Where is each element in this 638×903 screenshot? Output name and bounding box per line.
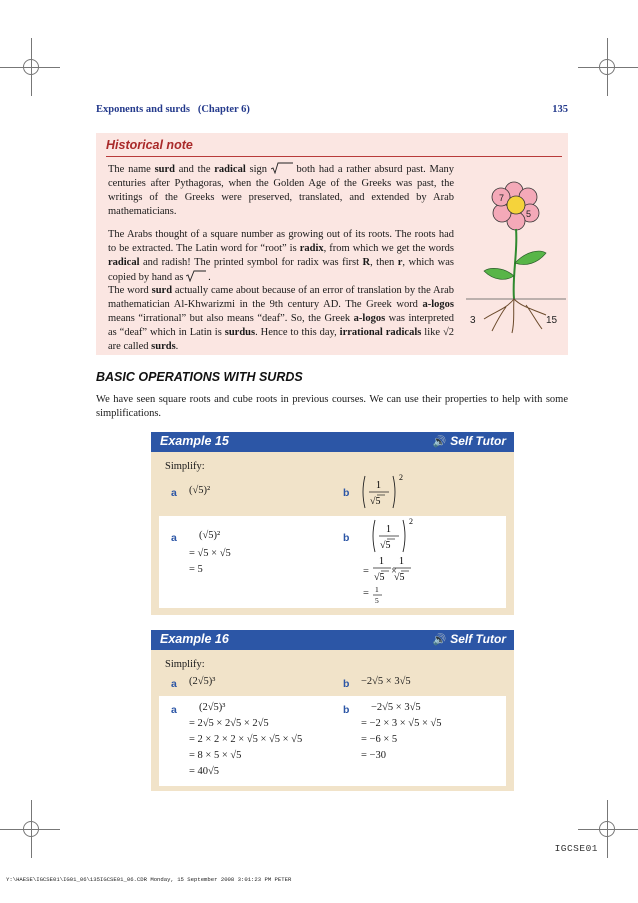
handwritten-radical-icon — [186, 270, 208, 281]
example-title: Example 16 — [160, 632, 229, 646]
solution-b-line-1: −2√5 × 3√5 — [371, 702, 421, 713]
section-text: We have seen square roots and cube roots in previous courses. We can use their properties to help with some simplifications. — [96, 394, 568, 419]
svg-text:√5: √5 — [370, 496, 381, 507]
svg-text:2: 2 — [399, 473, 403, 482]
footer-code: IGCSE01 — [554, 843, 598, 854]
svg-text:1: 1 — [399, 556, 404, 567]
svg-text:1: 1 — [375, 585, 379, 594]
solution-a-line-3: = 5 — [189, 564, 203, 575]
question-a-expression: (2√5)³ — [189, 676, 216, 687]
solution-a-line-4: = 8 × 5 × √5 — [189, 750, 242, 761]
footer-file-path: Y:\HAESE\IGCSE01\IG01_06\135IGCSE01_06.CDR Monday, 15 September 2008 3:01:23 PM PETER — [6, 876, 292, 883]
solution-b-label: b — [343, 532, 350, 544]
svg-text:1: 1 — [376, 480, 381, 491]
question-a-label: a — [171, 487, 177, 499]
solution-a-label: a — [171, 704, 177, 716]
historical-paragraph-3: The word surd actually came about because of an error of translation by the Arab mathematician Al-Khwarizmi in the 9th century AD. The Greek word a-logos means “irrational” but also means “deaf”. So, the Greek a-logos was interpreted as “deaf” which in Latin is surdus. Hence to this day, irrational radicals like √2 are called surds. — [108, 285, 454, 352]
solution-a-line-1: (√5)² — [199, 530, 221, 541]
simplify-label: Simplify: — [165, 659, 205, 670]
leaf-left — [484, 268, 514, 279]
svg-text:5: 5 — [375, 596, 379, 605]
solution-b-result — [373, 584, 385, 606]
example-16-header — [151, 630, 514, 650]
historical-note-box — [96, 133, 568, 355]
simplify-label: Simplify: — [165, 461, 205, 472]
svg-text:1: 1 — [386, 524, 391, 535]
question-b-label: b — [343, 678, 350, 690]
petal-number-right: 5 — [526, 209, 532, 219]
petal-number-top: 7 — [499, 193, 505, 203]
example-15-header — [151, 432, 514, 452]
solution-b-line-1 — [371, 516, 415, 556]
roots — [484, 299, 546, 333]
example-16-solution — [159, 696, 506, 786]
solution-b-line-2: = −2 × 3 × √5 × √5 — [361, 718, 442, 729]
speaker-icon: 🔊 — [432, 436, 447, 448]
self-tutor-button[interactable]: 🔊 Self Tutor — [432, 434, 506, 448]
flower-roots-illustration — [466, 181, 566, 339]
chapter-title: Exponents and surds (Chapter 6) — [96, 104, 250, 115]
leaf-right — [515, 251, 546, 264]
example-16-box — [151, 630, 514, 791]
historical-paragraph-1: The name surd and the radical sign both had a rather absurd past. Many centuries after Pythagoras, when the Golden Age of the Greeks was past, the writings of the Greeks were preserved, translated, and extended by Arab mathematicians. — [108, 164, 455, 217]
solution-a-line-1: (2√5)³ — [199, 702, 226, 713]
solution-a-line-5: = 40√5 — [189, 766, 220, 777]
self-tutor-button[interactable]: 🔊 Self Tutor — [432, 632, 506, 646]
example-15-box — [151, 432, 514, 615]
question-b-fraction — [361, 470, 405, 514]
solution-a-line-2: = √5 × √5 — [189, 548, 231, 559]
root-label-left: 3 — [470, 315, 476, 326]
flower-petals — [492, 182, 539, 230]
speaker-icon: 🔊 — [432, 634, 447, 646]
solution-b-label: b — [343, 704, 350, 716]
page-number: 135 — [552, 104, 568, 115]
title-rule — [106, 156, 562, 157]
historical-note-title: Historical note — [106, 138, 193, 152]
svg-text:√5: √5 — [394, 572, 405, 583]
solution-a-label: a — [171, 532, 177, 544]
section-title: BASIC OPERATIONS WITH SURDS — [96, 370, 303, 384]
solution-b-equals: = — [363, 566, 369, 577]
solution-a-line-2: = 2√5 × 2√5 × 2√5 — [189, 718, 269, 729]
example-title: Example 15 — [160, 434, 229, 448]
flower-stem — [514, 229, 517, 299]
svg-text:√5: √5 — [374, 572, 385, 583]
example-15-solution — [159, 516, 506, 608]
solution-a-line-3: = 2 × 2 × 2 × √5 × √5 × √5 — [189, 734, 303, 745]
solution-b-product — [373, 554, 439, 584]
running-header — [96, 104, 568, 115]
question-b-label: b — [343, 487, 350, 499]
question-a-label: a — [171, 678, 177, 690]
question-b-expression: −2√5 × 3√5 — [361, 676, 411, 687]
historical-paragraph-2: The Arabs thought of a square number as growing out of its roots. The roots had to be extracted. The Latin word for “root” is radix, from which we get the words radical and radish! The printed symbol for radix was first R, then r, which was copied by hand as . — [108, 229, 454, 283]
svg-text:2: 2 — [409, 517, 413, 526]
svg-text:1: 1 — [379, 556, 384, 567]
question-a-expression: (√5)² — [189, 485, 211, 496]
solution-b-times: × — [391, 566, 397, 577]
root-label-right: 15 — [546, 315, 558, 326]
solution-b-line-4: = −30 — [361, 750, 386, 761]
radical-sign-icon — [271, 162, 293, 173]
solution-b-last-equals: = — [363, 588, 369, 599]
svg-text:√5: √5 — [380, 540, 391, 551]
solution-b-line-3: = −6 × 5 — [361, 734, 398, 745]
